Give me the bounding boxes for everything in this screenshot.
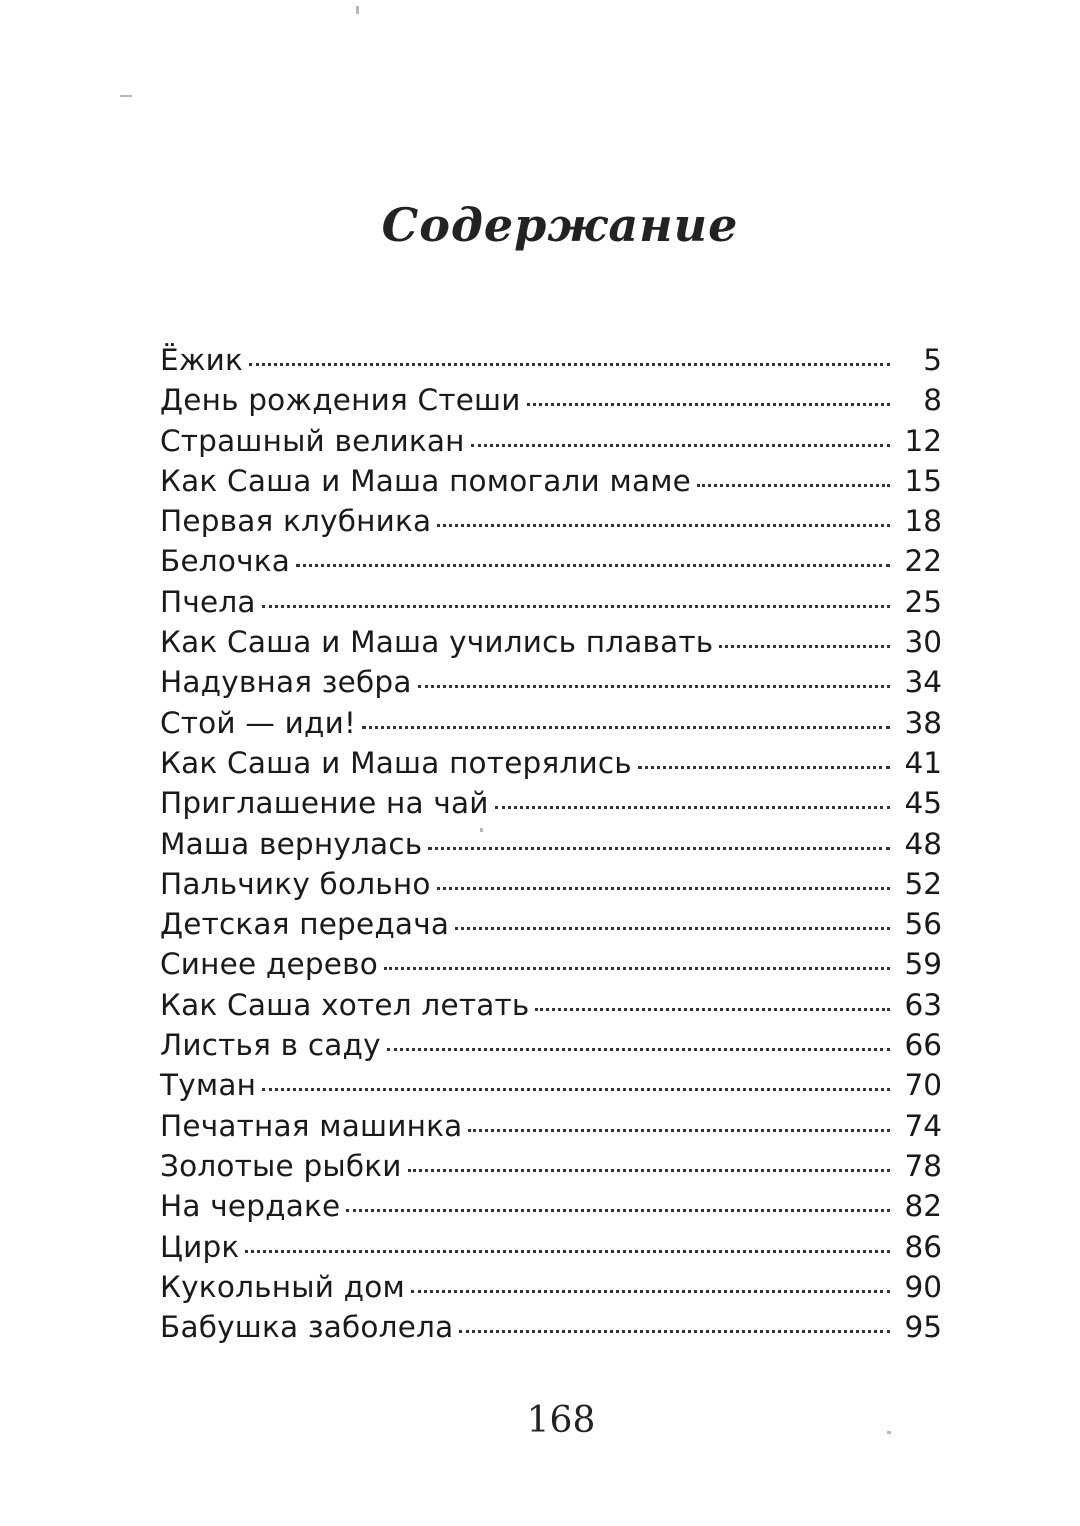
dot-leader bbox=[418, 685, 890, 688]
dot-leader bbox=[437, 524, 890, 527]
toc-entry-page: 30 bbox=[904, 625, 942, 660]
dot-leader bbox=[428, 847, 890, 850]
toc-entry-title: Цирк bbox=[160, 1229, 240, 1264]
scan-speck bbox=[120, 95, 132, 97]
dot-leader bbox=[262, 1088, 890, 1091]
toc-entry-page: 52 bbox=[904, 866, 942, 901]
toc-entry-title: Как Саша и Маша учились плавать bbox=[160, 625, 714, 660]
toc-entry bbox=[160, 1307, 942, 1347]
toc-entry bbox=[160, 743, 942, 783]
toc-entry bbox=[160, 703, 942, 743]
dot-leader bbox=[638, 766, 890, 769]
toc-entry-title: Ёжик bbox=[160, 343, 244, 377]
toc-entry-title: Детская передача bbox=[160, 907, 450, 942]
toc-entry bbox=[160, 944, 942, 984]
toc-entry-title: Стой — иди! bbox=[160, 705, 357, 740]
page-number: 168 bbox=[526, 1400, 596, 1441]
toc-entry-title: Листья в саду bbox=[160, 1028, 381, 1063]
page-title: Содержание bbox=[381, 198, 739, 252]
dot-leader bbox=[346, 1209, 890, 1212]
toc-entry bbox=[160, 1227, 942, 1267]
dot-leader bbox=[411, 1290, 890, 1293]
toc-entry-title: Синее дерево bbox=[160, 947, 378, 982]
toc-entry-page: 56 bbox=[904, 907, 942, 942]
dot-leader bbox=[384, 967, 890, 970]
toc-entry-title: Печатная машинка bbox=[160, 1108, 463, 1143]
toc-entry-page: 82 bbox=[904, 1189, 942, 1224]
toc-entry-title: Пчела bbox=[160, 584, 256, 619]
toc-entry bbox=[160, 783, 942, 823]
toc-entry-page: 41 bbox=[904, 745, 942, 780]
dot-leader bbox=[697, 484, 890, 487]
toc-entry-page: 12 bbox=[904, 423, 942, 458]
toc-entry-title: Кукольный дом bbox=[160, 1269, 405, 1304]
dot-leader bbox=[459, 1330, 890, 1333]
toc-entry-title: Как Саша и Маша потерялись bbox=[160, 745, 632, 780]
toc-entry-title: Туман bbox=[160, 1068, 257, 1103]
toc-entry bbox=[160, 541, 942, 581]
toc-entry-title: Пальчику больно bbox=[160, 866, 431, 901]
toc-entry-page: 18 bbox=[904, 504, 942, 539]
toc-entry bbox=[160, 622, 942, 662]
toc-entry-title: Страшный великан bbox=[160, 423, 465, 458]
dot-leader bbox=[387, 1048, 890, 1051]
toc-entry bbox=[160, 1267, 942, 1307]
toc-entry bbox=[160, 1186, 942, 1226]
toc-entry-title: Бабушка заболела bbox=[160, 1310, 454, 1345]
toc-entry-page: 70 bbox=[904, 1068, 942, 1103]
dot-leader bbox=[527, 403, 890, 406]
toc-entry-page: 78 bbox=[904, 1148, 942, 1183]
toc-entry-page: 74 bbox=[904, 1108, 942, 1143]
toc-entry bbox=[160, 582, 942, 622]
toc-entry bbox=[160, 864, 942, 904]
toc-entry bbox=[160, 461, 942, 501]
toc-entry-title: Приглашение на чай bbox=[160, 786, 489, 821]
dot-leader bbox=[249, 363, 890, 366]
dot-leader bbox=[245, 1250, 890, 1253]
toc-entry bbox=[160, 824, 942, 864]
toc-entry-page: 63 bbox=[904, 987, 942, 1022]
toc-entry bbox=[160, 904, 942, 944]
toc-entry-title: На чердаке bbox=[160, 1189, 341, 1224]
toc-entry-title: День рождения Стеши bbox=[160, 383, 521, 418]
dot-leader bbox=[719, 645, 890, 648]
toc-entry-page: 90 bbox=[904, 1269, 942, 1304]
dot-leader bbox=[535, 1008, 890, 1011]
toc-entry bbox=[160, 1106, 942, 1146]
toc-entry bbox=[160, 1146, 942, 1186]
dot-leader bbox=[468, 1129, 890, 1132]
toc-entry bbox=[160, 501, 942, 541]
toc-entry-page: 66 bbox=[904, 1028, 942, 1063]
toc-entry-title: Надувная зебра bbox=[160, 665, 412, 700]
toc-entry-title: Золотые рыбки bbox=[160, 1148, 402, 1183]
toc-entry bbox=[160, 1065, 942, 1105]
toc-entry-title: Как Саша и Маша помогали маме bbox=[160, 463, 692, 498]
toc-entry bbox=[160, 380, 942, 420]
dot-leader bbox=[455, 927, 890, 930]
dot-leader bbox=[296, 564, 890, 567]
dot-leader bbox=[262, 605, 890, 608]
toc-entry-page: 22 bbox=[904, 544, 942, 579]
toc-entry-title: Как Саша хотел летать bbox=[160, 987, 530, 1022]
dot-leader bbox=[437, 887, 890, 890]
toc-entry bbox=[160, 662, 942, 702]
scan-speck bbox=[356, 6, 359, 14]
table-of-contents bbox=[160, 340, 942, 1347]
dot-leader bbox=[408, 1169, 890, 1172]
toc-entry-page: 5 bbox=[923, 343, 942, 377]
dot-leader bbox=[471, 444, 890, 447]
toc-entry-title: Первая клубника bbox=[160, 504, 432, 539]
dot-leader bbox=[362, 726, 890, 729]
toc-entry-page: 34 bbox=[904, 665, 942, 700]
toc-entry-title: Белочка bbox=[160, 544, 291, 579]
toc-entry-title: Маша вернулась bbox=[160, 826, 423, 861]
toc-entry-page: 25 bbox=[904, 584, 942, 619]
toc-entry-page: 15 bbox=[904, 463, 942, 498]
toc-entry bbox=[160, 1025, 942, 1065]
toc-entry-page: 45 bbox=[904, 786, 942, 821]
toc-entry-page: 95 bbox=[904, 1310, 942, 1345]
toc-entry-page: 86 bbox=[904, 1229, 942, 1264]
toc-entry-page: 38 bbox=[904, 705, 942, 740]
toc-entry-page: 48 bbox=[904, 826, 942, 861]
toc-entry bbox=[160, 340, 942, 380]
toc-entry bbox=[160, 985, 942, 1025]
toc-entry-page: 8 bbox=[923, 383, 942, 418]
dot-leader bbox=[495, 806, 890, 809]
toc-entry bbox=[160, 421, 942, 461]
toc-entry-page: 59 bbox=[904, 947, 942, 982]
